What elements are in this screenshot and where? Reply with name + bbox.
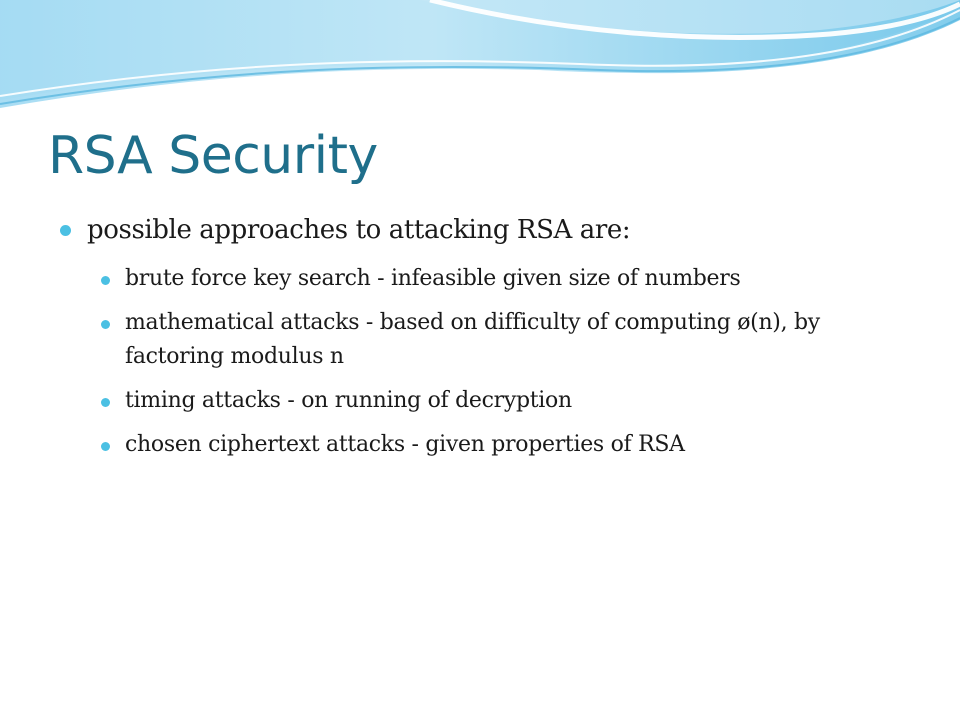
sub-bullet-list	[60, 262, 920, 462]
sub-bullet-item-mathematical	[101, 306, 920, 374]
wave-banner	[0, 0, 960, 120]
sub-bullet-item-timing	[101, 384, 920, 418]
sub-bullet-dot-icon	[101, 276, 110, 285]
sub-bullet-dot-icon	[101, 320, 110, 329]
bullet-item-attack-approaches	[60, 208, 920, 252]
bullet-dot-icon	[60, 225, 71, 236]
sub-bullet-item-brute-force	[101, 262, 920, 296]
bullet-text: possible approaches to attacking RSA are:	[87, 215, 631, 245]
sub-bullet-text: mathematical attacks - based on difficulty of computing ø(n), by factoring modulus n	[125, 310, 820, 369]
sub-bullet-dot-icon	[101, 398, 110, 407]
sub-bullet-dot-icon	[101, 442, 110, 451]
bullet-list	[60, 208, 920, 462]
sub-bullet-text: chosen ciphertext attacks - given properties of RSA	[125, 432, 685, 457]
sub-bullet-text: brute force key search - infeasible given size of numbers	[125, 266, 741, 291]
sub-bullet-text: timing attacks - on running of decryption	[125, 388, 572, 413]
sub-bullet-item-chosen-ciphertext	[101, 428, 920, 462]
slide-title: RSA Security	[48, 126, 378, 186]
